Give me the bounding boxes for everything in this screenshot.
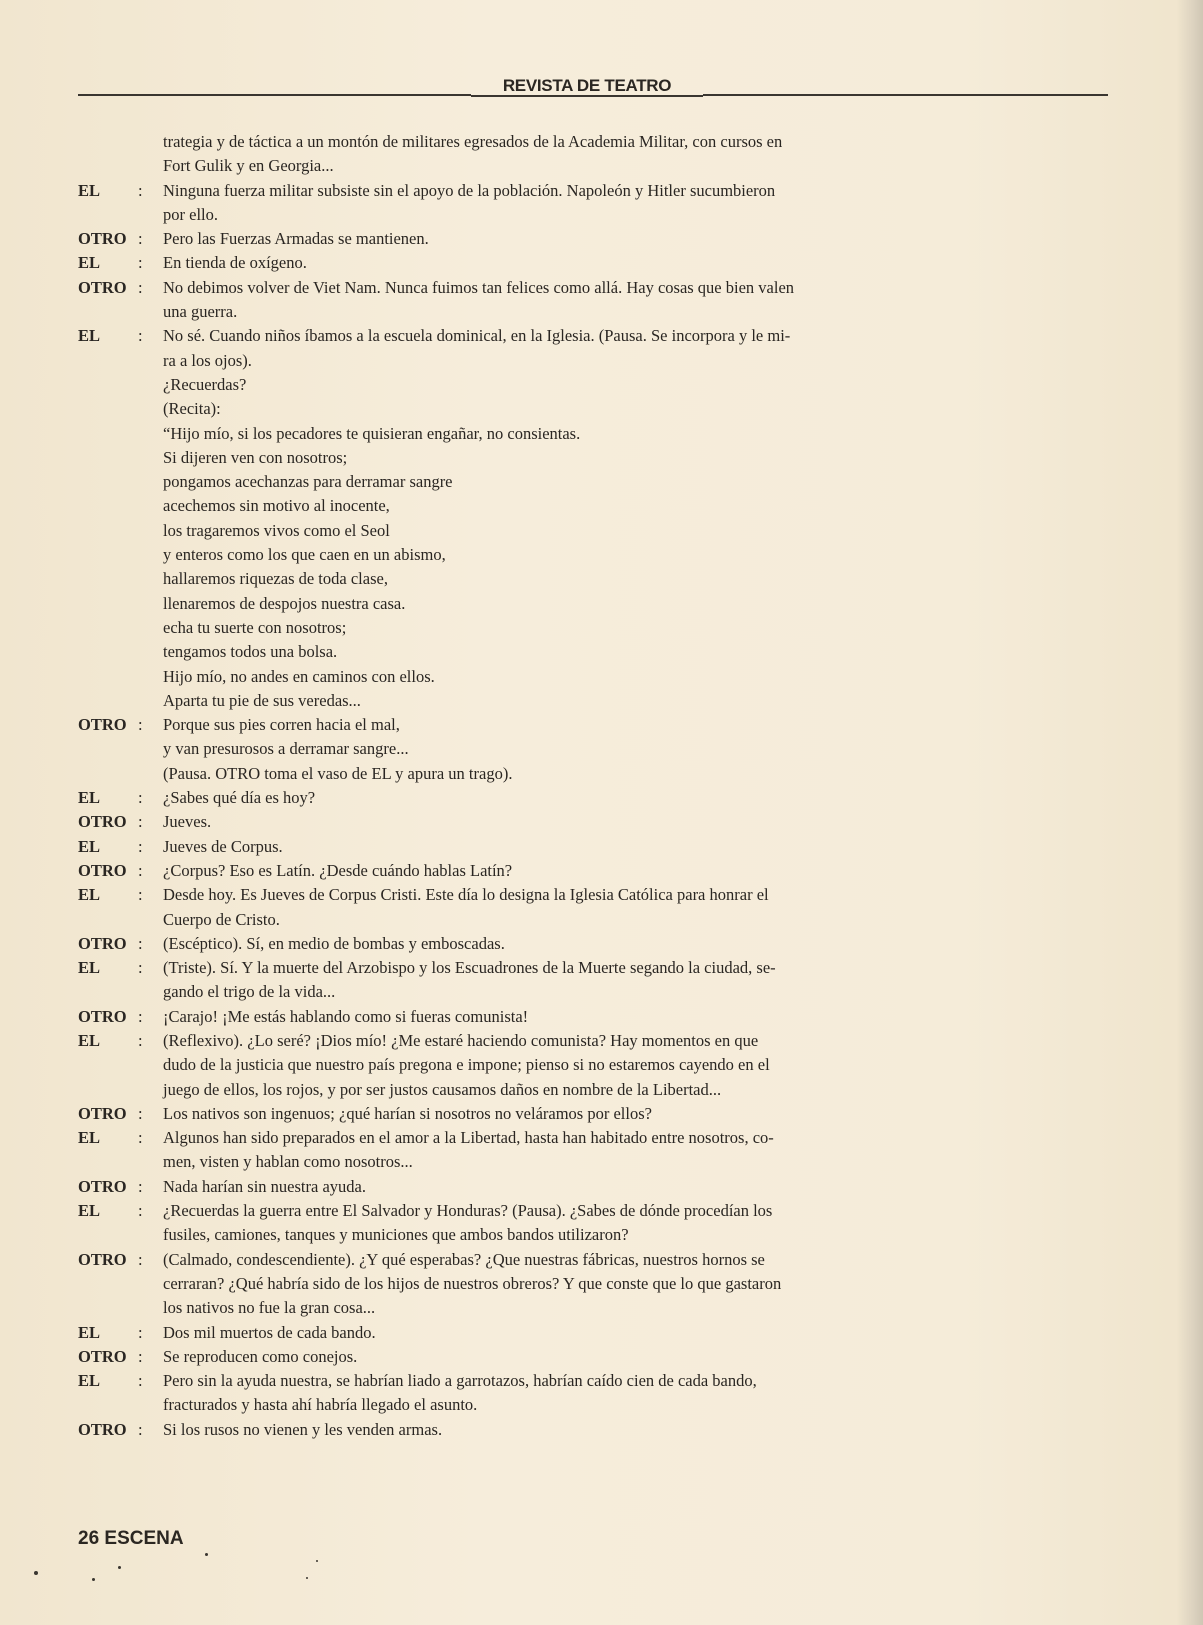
print-speck (205, 1553, 208, 1556)
speech-text (163, 932, 1033, 956)
speech-text-line: tengamos todos una bolsa. (163, 642, 338, 662)
speaker-colon: : (138, 1322, 143, 1342)
speaker-colon: : (138, 1103, 143, 1123)
speech-text-line: cerraran? ¿Qué habría sido de los hijos de nuestros obreros? Y que conste que lo que gastaron (163, 1273, 782, 1293)
speech-text-line: Se reproducen como conejos. (163, 1346, 358, 1366)
speech-text-line: (Escéptico). Sí, en medio de bombas y emboscadas. (163, 933, 505, 953)
speech-text-line: ¿Recuerdas la guerra entre El Salvador y Honduras? (Pausa). ¿Sabes de dónde procedían los (163, 1201, 773, 1221)
dialogue-line (78, 1321, 1078, 1345)
speech-text (163, 179, 1033, 228)
header-rule-left (78, 94, 471, 96)
speech-text-line: los nativos no fue la gran cosa... (163, 1298, 376, 1318)
speaker-name: EL (78, 1201, 101, 1221)
speaker-colon: : (138, 1176, 143, 1196)
speech-text-line: Fort Gulik y en Georgia... (163, 156, 334, 176)
speech-text (163, 1369, 1033, 1418)
speaker-name: EL (78, 253, 101, 273)
dialogue-line (78, 1126, 1078, 1175)
speech-text-line: Si dijeren ven con nosotros; (163, 447, 348, 467)
speaker-name: EL (78, 1128, 101, 1148)
speech-text-line: Algunos han sido preparados en el amor a la Libertad, hasta han habitado entre nosotros, co- (163, 1128, 774, 1148)
speech-text (163, 835, 1033, 859)
speech-text (163, 1321, 1033, 1345)
speaker-name: OTRO (78, 1419, 127, 1439)
speech-text-line: y van presurosos a derramar sangre... (163, 739, 409, 759)
speaker-colon: : (138, 715, 143, 735)
speaker-name: EL (78, 1030, 101, 1050)
speech-text-line: dudo de la justicia que nuestro país pregona e impone; pienso si no estaremos cayendo en el (163, 1055, 770, 1075)
speaker-colon: : (138, 836, 143, 856)
speaker-name: EL (78, 885, 101, 905)
speaker-name: OTRO (78, 715, 127, 735)
speech-text-line: ¡Carajo! ¡Me estás hablando como si fueras comunista! (163, 1006, 529, 1026)
speech-text-line: (Triste). Sí. Y la muerte del Arzobispo y los Escuadrones de la Muerte segando la ciudad, se- (163, 958, 776, 978)
speech-text (163, 1248, 1033, 1321)
speaker-colon: : (138, 1249, 143, 1269)
speaker-colon: : (138, 1030, 143, 1050)
dialogue-line (78, 1199, 1078, 1248)
speaker-colon: : (138, 1201, 143, 1221)
print-speck (92, 1578, 95, 1581)
speech-text (163, 1126, 1033, 1175)
speech-text-line: Hijo mío, no andes en caminos con ellos. (163, 666, 435, 686)
speaker-name: EL (78, 1322, 101, 1342)
speech-text-line: Cuerpo de Cristo. (163, 909, 280, 929)
speech-text (163, 130, 1033, 179)
dialogue-line (78, 130, 1078, 179)
dialogue-line (78, 227, 1078, 251)
speech-text-line: una guerra. (163, 302, 238, 322)
speech-text-line: acechemos sin motivo al inocente, (163, 496, 390, 516)
dialogue-line (78, 1369, 1078, 1418)
speech-text-line: No debimos volver de Viet Nam. Nunca fuimos tan felices como allá. Hay cosas que bien valen (163, 277, 795, 297)
dialogue-line (78, 713, 1078, 786)
speech-text-line: hallaremos riquezas de toda clase, (163, 569, 388, 589)
speech-text-line: y enteros como los que caen en un abismo, (163, 545, 446, 565)
speaker-name: EL (78, 1371, 101, 1391)
speech-text (163, 227, 1033, 251)
print-speck (118, 1566, 121, 1569)
speech-text-line: trategia y de táctica a un montón de militares egresados de la Academia Militar, con cursos en (163, 132, 783, 151)
dialogue-line (78, 810, 1078, 834)
speech-text (163, 1199, 1033, 1248)
speaker-name: EL (78, 788, 101, 808)
speaker-colon: : (138, 1128, 143, 1148)
dialogue-line (78, 835, 1078, 859)
speaker-colon: : (138, 1371, 143, 1391)
dialogue-line (78, 1248, 1078, 1321)
speaker-colon: : (138, 1419, 143, 1439)
speaker-name: OTRO (78, 812, 127, 832)
speech-text-line: Los nativos son ingenuos; ¿qué harían si nosotros no veláramos por ellos? (163, 1103, 652, 1123)
speaker-colon: : (138, 1006, 143, 1026)
speaker-colon: : (138, 180, 143, 200)
dialogue-line (78, 1005, 1078, 1029)
dialogue-line (78, 786, 1078, 810)
speaker-name: EL (78, 836, 101, 856)
speech-text-line: No sé. Cuando niños íbamos a la escuela dominical, en la Iglesia. (Pausa. Se incorpora y le mi- (163, 326, 791, 346)
speech-text-line: (Pausa. OTRO toma el vaso de EL y apura un trago). (163, 763, 513, 783)
speaker-colon: : (138, 1346, 143, 1366)
speech-text-line: Si los rusos no vienen y les venden armas. (163, 1419, 443, 1439)
speech-text-line: pongamos acechanzas para derramar sangre (163, 472, 453, 492)
speech-text (163, 859, 1033, 883)
speech-text-line: Jueves de Corpus. (163, 836, 283, 856)
print-speck (34, 1571, 38, 1575)
speech-text-line: ¿Sabes qué día es hoy? (163, 788, 316, 808)
speech-text-line: por ello. (163, 204, 218, 224)
speech-text-line: Porque sus pies corren hacia el mal, (163, 715, 400, 735)
page-footer: 26 ESCENA (78, 1528, 184, 1549)
dialogue-line (78, 1345, 1078, 1369)
print-speck (316, 1560, 318, 1562)
speech-text-line: Jueves. (163, 812, 212, 832)
speech-text (163, 713, 1033, 786)
magazine-title: REVISTA DE TEATRO (471, 76, 703, 97)
page-header (78, 76, 1108, 100)
dialogue-line (78, 1102, 1078, 1126)
speech-text-line: ¿Recuerdas? (163, 374, 247, 394)
speaker-colon: : (138, 277, 143, 297)
speech-text-line: men, visten y hablan como nosotros... (163, 1152, 413, 1172)
dialogue-line (78, 179, 1078, 228)
speech-text-line: Desde hoy. Es Jueves de Corpus Cristi. Este día lo designa la Iglesia Católica para honrar el (163, 885, 769, 905)
speaker-colon: : (138, 253, 143, 273)
speech-text-line: (Recita): (163, 399, 221, 419)
speaker-name: OTRO (78, 1249, 127, 1269)
speech-text-line: Nada harían sin nuestra ayuda. (163, 1176, 366, 1196)
speaker-colon: : (138, 958, 143, 978)
page-edge-shadow (1177, 0, 1203, 1625)
speech-text-line: Pero sin la ayuda nuestra, se habrían liado a garrotazos, habrían caído cien de cada bando, (163, 1371, 757, 1391)
speech-text-line: fracturados y hasta ahí habría llegado el asunto. (163, 1395, 478, 1415)
speech-text (163, 1175, 1033, 1199)
speech-text-line: gando el trigo de la vida... (163, 982, 336, 1002)
speaker-name: EL (78, 180, 101, 200)
speech-text (163, 1029, 1033, 1102)
speech-text-line: En tienda de oxígeno. (163, 253, 307, 273)
speech-text-line: juego de ellos, los rojos, y por ser justos causamos daños en nombre de la Libertad... (163, 1079, 722, 1099)
speech-text (163, 883, 1033, 932)
speech-text-line: Pero las Fuerzas Armadas se mantienen. (163, 229, 429, 249)
dialogue-line (78, 859, 1078, 883)
speaker-name: OTRO (78, 1103, 127, 1123)
speaker-name: EL (78, 958, 101, 978)
speech-text-line: echa tu suerte con nosotros; (163, 617, 347, 637)
speech-text-line: Aparta tu pie de sus veredas... (163, 690, 361, 710)
speech-text-line: llenaremos de despojos nuestra casa. (163, 593, 406, 613)
speaker-name: EL (78, 326, 101, 346)
speaker-name: OTRO (78, 1346, 127, 1366)
dialogue-line (78, 1418, 1078, 1442)
speaker-name: OTRO (78, 933, 127, 953)
speech-text-line: ¿Corpus? Eso es Latín. ¿Desde cuándo hablas Latín? (163, 860, 513, 880)
dialogue-line (78, 276, 1078, 325)
dialogue-body (78, 130, 1078, 1442)
dialogue-line (78, 932, 1078, 956)
speaker-colon: : (138, 933, 143, 953)
speech-text (163, 956, 1033, 1005)
speech-text-line: “Hijo mío, si los pecadores te quisieran engañar, no consientas. (163, 423, 581, 443)
speech-text-line: fusiles, camiones, tanques y municiones que ambos bandos utilizaron? (163, 1225, 629, 1245)
speech-text (163, 1102, 1033, 1126)
speaker-colon: : (138, 885, 143, 905)
speech-text-line: Ninguna fuerza militar subsiste sin el apoyo de la población. Napoleón y Hitler sucumbieron (163, 180, 776, 200)
speech-text-line: (Reflexivo). ¿Lo seré? ¡Dios mío! ¿Me estaré haciendo comunista? Hay momentos en que (163, 1030, 759, 1050)
speech-text-line: (Calmado, condescendiente). ¿Y qué esperabas? ¿Que nuestras fábricas, nuestros hornos se (163, 1249, 765, 1269)
speaker-colon: : (138, 860, 143, 880)
speech-text-line: Dos mil muertos de cada bando. (163, 1322, 376, 1342)
speaker-colon: : (138, 812, 143, 832)
speech-text (163, 786, 1033, 810)
speech-text (163, 1005, 1033, 1029)
speaker-name: OTRO (78, 277, 127, 297)
speech-text (163, 251, 1033, 275)
speech-text (163, 276, 1033, 325)
print-speck (306, 1577, 308, 1579)
speech-text (163, 1345, 1033, 1369)
dialogue-line (78, 324, 1078, 713)
dialogue-line (78, 883, 1078, 932)
speech-text (163, 324, 1033, 713)
speech-text-line: ra a los ojos). (163, 350, 252, 370)
speaker-name: OTRO (78, 1176, 127, 1196)
speech-text (163, 810, 1033, 834)
dialogue-line (78, 251, 1078, 275)
speaker-name: OTRO (78, 229, 127, 249)
speaker-name: OTRO (78, 860, 127, 880)
header-rule-right (703, 94, 1108, 96)
speaker-name: OTRO (78, 1006, 127, 1026)
speaker-colon: : (138, 326, 143, 346)
dialogue-line (78, 1029, 1078, 1102)
dialogue-line (78, 956, 1078, 1005)
speaker-colon: : (138, 229, 143, 249)
speech-text (163, 1418, 1033, 1442)
speaker-colon: : (138, 788, 143, 808)
speech-text-line: los tragaremos vivos como el Seol (163, 520, 390, 540)
dialogue-line (78, 1175, 1078, 1199)
